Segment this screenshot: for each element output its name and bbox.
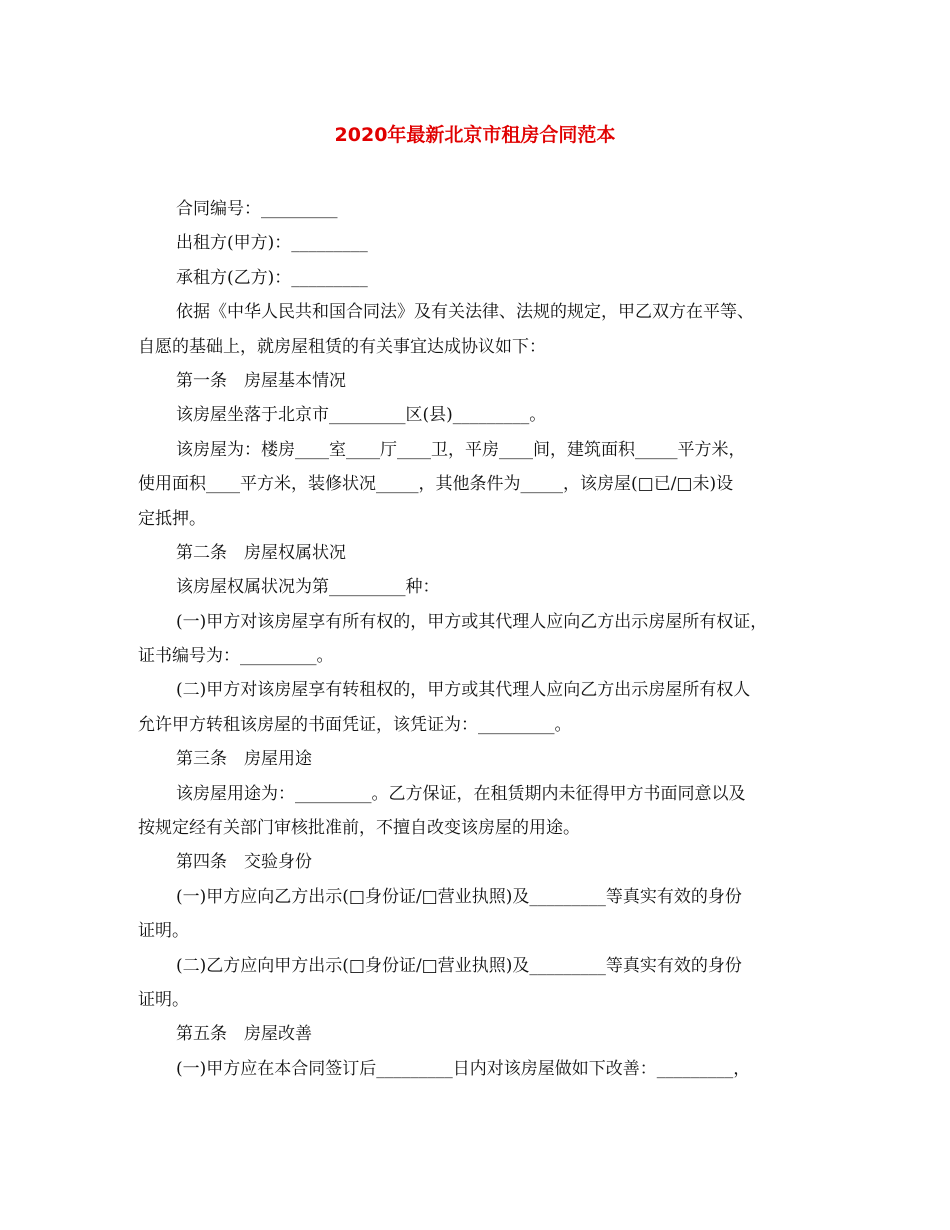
preamble-line: 依据《中华人民共和国合同法》及有关法律、法规的规定，甲乙双方在平等、 xyxy=(176,302,754,323)
property-details-continuation-line: 使用面积____平方米，装修状况_____，其他条件为_____，该房屋(□已/□未)设 xyxy=(138,474,734,495)
property-details-end-line: 定抵押。 xyxy=(138,508,206,529)
lessor-line: 出租方(甲方)：_________ xyxy=(176,233,368,254)
contract-body xyxy=(138,192,818,1086)
ownership-clause-1-line: (一)甲方对该房屋享有所有权的，甲方或其代理人应向乙方出示房屋所有权证， xyxy=(176,611,768,632)
property-use-continuation-line: 按规定经有关部门审核批准前，不擅自改变该房屋的用途。 xyxy=(138,818,580,839)
contract-number-line: 合同编号：_________ xyxy=(176,199,338,219)
identity-clause-1-line: (一)甲方应向乙方出示(□身份证/□营业执照)及_________等真实有效的身份 xyxy=(176,886,742,907)
identity-clause-2-continuation-line: 证明。 xyxy=(138,989,189,1010)
article-2-heading: 第二条 房屋权属状况 xyxy=(176,542,346,563)
property-use-line: 该房屋用途为：_________。乙方保证，在租赁期内未征得甲方书面同意以及 xyxy=(176,783,746,804)
ownership-clause-1-continuation-line: 证书编号为：_________。 xyxy=(138,646,334,667)
article-4-heading: 第四条 交验身份 xyxy=(176,852,312,873)
lessee-line: 承租方(乙方)：_________ xyxy=(176,267,368,288)
article-5-heading: 第五条 房屋改善 xyxy=(176,1024,312,1045)
identity-clause-2-line: (二)乙方应向甲方出示(□身份证/□营业执照)及_________等真实有效的身份 xyxy=(176,955,742,976)
article-3-heading: 第三条 房屋用途 xyxy=(176,749,312,770)
identity-clause-1-continuation-line: 证明。 xyxy=(138,921,189,942)
preamble-continuation-line: 自愿的基础上，就房屋租赁的有关事宜达成协议如下： xyxy=(138,336,546,357)
improvement-clause-1-line: (一)甲方应在本合同签订后_________日内对该房屋做如下改善：_________， xyxy=(176,1058,751,1079)
document-title: 2020年最新北京市租房合同范本 xyxy=(334,124,616,146)
ownership-status-line: 该房屋权属状况为第_________种： xyxy=(176,577,440,598)
property-location-line: 该房屋坐落于北京市_________区(县)_________。 xyxy=(176,405,547,426)
property-details-line: 该房屋为：楼房____室____厅____卫，平房____间，建筑面积_____平方米， xyxy=(176,439,746,460)
article-1-heading: 第一条 房屋基本情况 xyxy=(176,370,346,391)
ownership-clause-2-continuation-line: 允许甲方转租该房屋的书面凭证，该凭证为：_________。 xyxy=(138,714,572,735)
ownership-clause-2-line: (二)甲方对该房屋享有转租权的，甲方或其代理人应向乙方出示房屋所有权人 xyxy=(176,680,751,701)
